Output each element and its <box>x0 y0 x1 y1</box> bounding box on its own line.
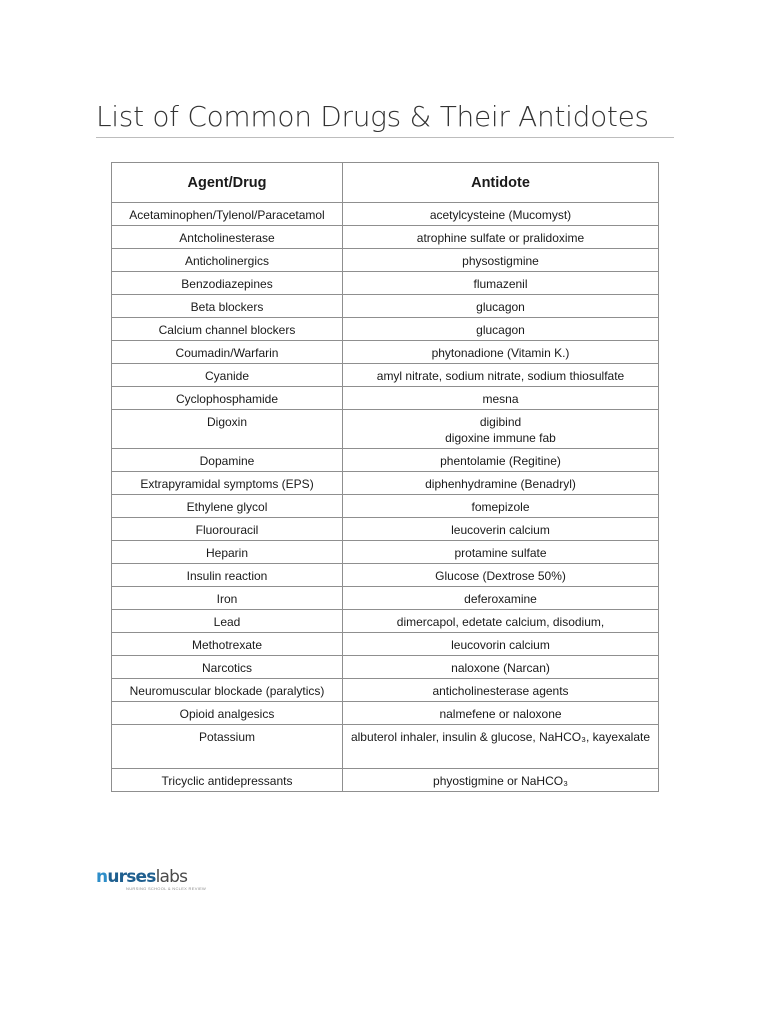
antidote-cell: phyostigmine or NaHCO₃ <box>343 769 659 792</box>
table-row <box>112 249 659 272</box>
agent-cell: Benzodiazepines <box>112 272 343 295</box>
antidote-cell: albuterol inhaler, insulin & glucose, NaHCO₃, kayexalate <box>343 725 659 769</box>
agent-cell: Cyclophosphamide <box>112 387 343 410</box>
table-row <box>112 495 659 518</box>
agent-cell: Lead <box>112 610 343 633</box>
agent-cell: Tricyclic antidepressants <box>112 769 343 792</box>
logo-wordmark <box>96 868 206 886</box>
agent-cell: Extrapyramidal symptoms (EPS) <box>112 472 343 495</box>
agent-cell: Ethylene glycol <box>112 495 343 518</box>
page-title: List of Common Drugs & Their Antidotes <box>96 100 649 133</box>
logo-urses: urses <box>107 867 156 887</box>
table-row <box>112 272 659 295</box>
column-header-agent: Agent/Drug <box>112 163 343 203</box>
antidote-cell: physostigmine <box>343 249 659 272</box>
table-row <box>112 518 659 541</box>
table-row <box>112 226 659 249</box>
title-divider <box>96 137 674 138</box>
antidote-cell: leucovorin calcium <box>343 633 659 656</box>
agent-cell: Heparin <box>112 541 343 564</box>
antidote-cell: atrophine sulfate or pralidoxime <box>343 226 659 249</box>
antidote-cell: fomepizole <box>343 495 659 518</box>
table-row <box>112 364 659 387</box>
logo-n: n <box>96 867 108 887</box>
table-row <box>112 633 659 656</box>
table-row <box>112 387 659 410</box>
agent-cell: Digoxin <box>112 410 343 449</box>
antidote-cell: Glucose (Dextrose 50%) <box>343 564 659 587</box>
agent-cell: Acetaminophen/Tylenol/Paracetamol <box>112 203 343 226</box>
nurseslabs-logo <box>96 868 206 891</box>
table-row <box>112 564 659 587</box>
agent-cell: Coumadin/Warfarin <box>112 341 343 364</box>
logo-labs: labs <box>155 867 188 887</box>
table-row <box>112 725 659 769</box>
agent-cell: Antcholinesterase <box>112 226 343 249</box>
agent-cell: Iron <box>112 587 343 610</box>
antidote-cell: deferoxamine <box>343 587 659 610</box>
table-row <box>112 318 659 341</box>
antidote-cell: naloxone (Narcan) <box>343 656 659 679</box>
drug-antidote-table <box>111 162 659 792</box>
antidote-line: digibind <box>479 415 522 429</box>
agent-cell: Anticholinergics <box>112 249 343 272</box>
agent-cell: Neuromuscular blockade (paralytics) <box>112 679 343 702</box>
antidote-cell: protamine sulfate <box>343 541 659 564</box>
antidote-cell: glucagon <box>343 318 659 341</box>
table-row <box>112 410 659 449</box>
table-row <box>112 702 659 725</box>
table-row <box>112 610 659 633</box>
antidote-cell: anticholinesterase agents <box>343 679 659 702</box>
agent-cell: Opioid analgesics <box>112 702 343 725</box>
agent-cell: Dopamine <box>112 449 343 472</box>
table-row <box>112 472 659 495</box>
agent-cell: Insulin reaction <box>112 564 343 587</box>
antidote-cell: mesna <box>343 387 659 410</box>
table-row <box>112 679 659 702</box>
antidote-cell: nalmefene or naloxone <box>343 702 659 725</box>
agent-cell: Narcotics <box>112 656 343 679</box>
antidote-cell <box>343 410 659 449</box>
table-row <box>112 656 659 679</box>
antidote-cell: amyl nitrate, sodium nitrate, sodium thiosulfate <box>343 364 659 387</box>
antidote-cell: phentolamie (Regitine) <box>343 449 659 472</box>
antidote-cell: flumazenil <box>343 272 659 295</box>
antidote-line: digoxine immune fab <box>445 431 556 445</box>
table-row <box>112 449 659 472</box>
table-row <box>112 295 659 318</box>
antidote-cell: phytonadione (Vitamin K.) <box>343 341 659 364</box>
antidote-cell: dimercapol, edetate calcium, disodium, <box>343 610 659 633</box>
table-row <box>112 341 659 364</box>
agent-cell: Potassium <box>112 725 343 769</box>
table-row <box>112 203 659 226</box>
table-row <box>112 587 659 610</box>
column-header-antidote: Antidote <box>343 163 659 203</box>
table-row <box>112 541 659 564</box>
logo-tagline: NURSING SCHOOL & NCLEX REVIEW <box>126 886 207 891</box>
agent-cell: Cyanide <box>112 364 343 387</box>
agent-cell: Beta blockers <box>112 295 343 318</box>
agent-cell: Fluorouracil <box>112 518 343 541</box>
antidote-cell: diphenhydramine (Benadryl) <box>343 472 659 495</box>
agent-cell: Methotrexate <box>112 633 343 656</box>
table-row <box>112 769 659 792</box>
antidote-cell: leucoverin calcium <box>343 518 659 541</box>
table-header-row <box>112 163 659 203</box>
antidote-cell: acetylcysteine (Mucomyst) <box>343 203 659 226</box>
antidote-cell: glucagon <box>343 295 659 318</box>
agent-cell: Calcium channel blockers <box>112 318 343 341</box>
